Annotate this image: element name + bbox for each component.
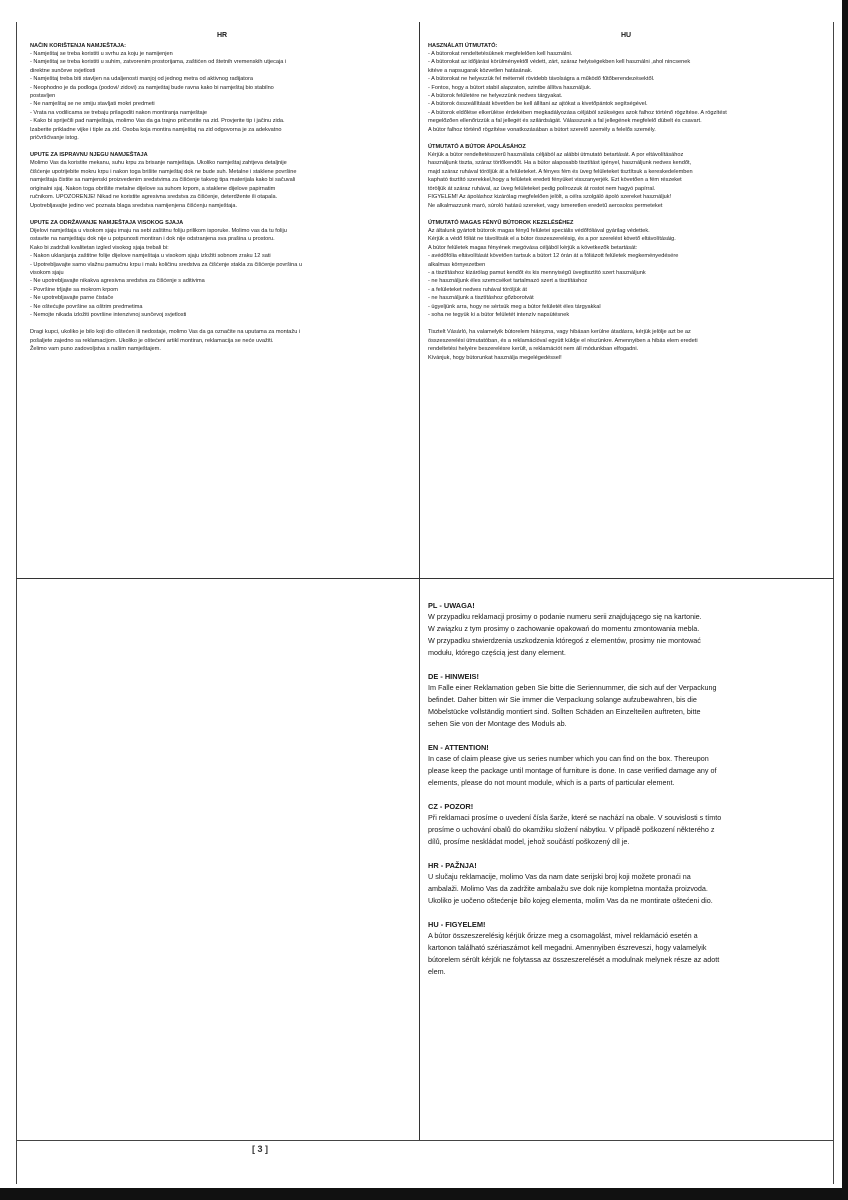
- note-section-title: DE - HINWEIS!: [428, 672, 479, 681]
- note-section-title: EN - ATTENTION!: [428, 743, 489, 752]
- hu-text-line: - Fontos, hogy a bútort stabil alapzaton, szintbe állítva használjuk.: [428, 84, 592, 91]
- hr-text-line: pošaljete zajedno sa reklamacijom. Ukoliko je oštećeni artikl montiran, reklamacija se neće uvažiti.: [30, 337, 274, 344]
- hr-text-line: - Nakon uklanjanja zaštitne folije dijelove namještaja u visokom sjaju izložiti sobnom zraku 12 sati: [30, 253, 271, 260]
- hr-instructions-column: [30, 32, 414, 572]
- hr-text-line: - Namještaj treba biti stavljen na udaljenosti manjoj od jednog metra od aktivnog radijatora: [30, 76, 253, 83]
- hu-text-line: - ügyeljünk arra, hogy ne sértsük meg a bútor felületét éles tárgyakkal: [428, 303, 601, 310]
- section-gap: [428, 659, 810, 671]
- hr-text-line: Upotrebljavajte jedino već poznata blaga sredstva namijenjena čišćenju namještaja.: [30, 202, 238, 209]
- section-gap: [428, 848, 810, 860]
- claim-notes-column: [428, 600, 810, 1132]
- hu-text-line: - A bútorokat ne helyezzük fel méternél rövidebb távolságra a működő fűtőberendezésektől.: [428, 76, 655, 83]
- hu-text-line: - A bútorok eldőlése elkerülése érdekében megkadályozása céljából szükséges azok falhoz történő rögzítése. A rögzítést: [428, 109, 727, 116]
- hu-text-line: FIGYELEM! Az ápoláshoz kizárólag megfelelően jelölt, a célra szolgáló ápoló szereket használjuk!: [428, 194, 672, 201]
- note-text-line: Im Falle einer Reklamation geben Sie bitte die Seriennummer, die sich auf der Verpackung: [428, 683, 717, 692]
- page-number: [ 3 ]: [251, 1144, 268, 1154]
- note-section-title: CZ - POZOR!: [428, 802, 474, 811]
- hr-text-line: Izaberite prikladne vijke i tiple za zid. Osoba koja montira namještaj na zid odgovorna je za adekvatno: [30, 126, 282, 133]
- note-text-line: W związku z tym prosimy o zachowanie opakowań do momentu zmontowania mebla.: [428, 624, 700, 633]
- hr-text-line: visokom sjaju: [30, 269, 64, 276]
- note-text-line: sehen Sie von der Montage des Moduls ab.: [428, 719, 567, 728]
- hr-section-title: NAČIN KORIŠTENJA NAMJEŠTAJA:: [30, 43, 127, 49]
- hr-text-line: namještaja čistite sa namjenski proizvedenim sredstvima za čišćenje takvog tipa materijala kako bi sačuvali: [30, 177, 296, 184]
- hr-text-line: Želimo vam puno zadovoljstva s našim namještajem.: [30, 346, 161, 353]
- hu-text-line: megelőzően ellenőrizzük a fal jellegét és szilárdságát. Válasszunk a fal jellegének megfelelő dübelt és csavart.: [428, 118, 702, 125]
- section-gap: [30, 142, 414, 151]
- hu-text-line: töröljük át száraz ruhával, az üveg felületeket pedig polírozzuk át rostot nem hagyó papírral.: [428, 185, 656, 192]
- hr-text-line: ručnikom. UPOZORENJE! Nikad ne koristite agresivna sredstva za čišćenje, deterdžente ili otapala.: [30, 194, 278, 201]
- footer-divider: [16, 1140, 834, 1141]
- hr-section-title: UPUTE ZA ISPRAVNU NJEGU NAMJEŠTAJA: [30, 152, 148, 159]
- section-gap: [30, 210, 414, 219]
- hu-text-line: - a felületeket nedves ruhával töröljük át: [428, 286, 527, 293]
- hu-section-title: ÚTMUTATÓ A BÚTOR ÁPOLÁSÁHOZ: [428, 144, 526, 151]
- hu-text-line: - A bútorok összeállítását követően be kell állítani az ajtókat a kivetőpántok segítségével.: [428, 101, 648, 108]
- hu-heading: HU: [620, 32, 632, 39]
- hr-text-line: Dragi kupci, ukoliko je bilo koji dio oštećen ili nedostaje, molimo Vas da ga označite na uputama za montažu i: [30, 329, 301, 336]
- hr-heading: HR: [216, 32, 228, 39]
- hu-text-line: - A bútorok felületére ne helyezzünk nedves tárgyakat.: [428, 93, 563, 100]
- note-text-line: In case of claim please give us series number which you can find on the box. Thereupon: [428, 754, 709, 763]
- section-gap: [428, 907, 810, 919]
- hr-text-line: - Kako bi spriječili pad namještaja, molimo Vas da ga trajno pričvrstite na zid. Provjerite tip i jačinu zida.: [30, 118, 285, 125]
- note-text-line: befindet. Daher bitten wir Sie immer die Verpackung solange aufzubewahren, bis die: [428, 695, 697, 704]
- section-gap: [428, 789, 810, 801]
- hu-text-line: összeszerelési útmutatóban, és a reklamációval együtt küldje el részünkre. Amennyiben a hibás elem eredeti: [428, 337, 698, 344]
- hr-text-line: direktne sunčeve svjetlosti: [30, 67, 96, 74]
- hr-text-line: Molimo Vas da koristite mekanu, suhu krpu za brisanje namještaja. Ukoliko namještaj zahtjeva detaljnije: [30, 160, 287, 167]
- hu-text-line: - a tisztításhoz kizárólag pamut kendőt és kis mennyiségű üvegtisztító szert használjunk: [428, 269, 646, 276]
- note-text-line: please keep the package until montage of furniture is done. In case verified damage any of: [428, 766, 717, 775]
- hu-text-line: Az általunk gyártott bútorok magas fényű felületei speciális védőfóliával gyárilag védettek.: [428, 227, 650, 234]
- hu-text-line: kitéve a napsugarak közvetlen hatásának.: [428, 67, 533, 74]
- note-text-line: elem.: [428, 967, 446, 976]
- hu-text-line: használjunk tiszta, száraz törlőkendőt. Ha a bútor alaposabb tisztítást igényel, használjunk nedves kendőt,: [428, 160, 692, 167]
- note-text-line: Při reklamaci prosíme o uvedení čísla šarže, které se nachází na obale. V souvislosti s tímto: [428, 813, 722, 822]
- hr-text-line: postavljen: [30, 93, 56, 100]
- hu-text-line: Kérjük a védő fóliát ne távolítsák el a bútor összeszerelésig, és a por szerelést követő eltávolításáig.: [428, 236, 676, 243]
- hr-section-title: UPUTE ZA ODRŽAVANJE NAMJEŠTAJA VISOKOG SJAJA: [30, 219, 184, 226]
- hu-text-line: Kérjük a bútor rendeltetésszerű használata céljából az alábbi útmutató betartását. A por eltávolításához: [428, 152, 684, 159]
- note-section-title: HR - PAŽNJA!: [428, 861, 477, 870]
- section-gap: [428, 730, 810, 742]
- note-text-line: prosíme o uchování obalů do okamžiku složení nábytku. V případě poškození některého z: [428, 825, 715, 834]
- scan-edge-bottom: [0, 1188, 848, 1200]
- hr-text-line: - Upotrebljavajte samo vlažnu pamučnu krpu i malu količinu sredstva za čišćenje stakla za čišćenje površina u: [30, 261, 303, 268]
- hu-section-title: ÚTMUTATÓ MAGAS FÉNYŰ BÚTOROK KEZELÉSÉHEZ: [428, 219, 574, 226]
- hr-text-line: - Namještaj se treba koristiti u svrhu za koju je namijenjen: [30, 51, 173, 57]
- hu-text-line: - avédőfólia eltávolítását követően tartsuk a bútort 12 órán át a fóliázott felületek megkeményedésére: [428, 253, 679, 260]
- hu-text-line: alkalmas környezetben: [428, 261, 486, 268]
- section-gap: [428, 134, 824, 143]
- note-text-line: dílů, prosíme neskládat model, jehož součástí poškozený díl je.: [428, 837, 630, 846]
- hr-text-line: - Ne upotrebljavajte nikakva agresivna sredstva za čišćenje s aditivima: [30, 278, 205, 285]
- hr-text-line: čišćenje upotrijebite mokru krpu i nakon toga brišite namještaj dok ne bude suh. Metalne i staklene površine: [30, 168, 297, 175]
- hu-text-line: - soha ne tegyük ki a bútor felületét intenzív napsütésnek: [428, 311, 570, 318]
- column-divider: [419, 22, 420, 1140]
- note-section-title: HU - FIGYELEM!: [428, 920, 486, 929]
- hr-text-line: - Nemojte nikada izložiti površine intenzivnoj sunčevoj svjetlosti: [30, 311, 187, 318]
- note-text-line: bútorelem sérült kérjük ne folytassa az összeszerelését a modulnak melynek része az adott: [428, 955, 720, 964]
- hu-text-line: - A bútorokat az időjárási körülményektől védett, zárt, száraz helyiségekben kell használni ,ahol nincsenek: [428, 59, 691, 66]
- hr-text-line: - Namještaj se treba koristiti u suhim, zatvorenim prostorijama, zaštićen od štetnih vremenskih utjecaja i: [30, 59, 287, 66]
- note-text-line: Möbelstücke vollständig montiert sind. Sollten Schäden an Einzelteilen auftreten, bitte: [428, 707, 701, 716]
- note-text-line: W przypadku reklamacji prosimy o podanie numeru serii znajdującego się na kartonie.: [428, 612, 702, 621]
- hu-text-line: A bútor falhoz történő rögzítése vonatkozásában a bútort szerelő személy a felelős személy.: [428, 126, 656, 133]
- note-text-line: elements, please do not mount module, which is a parts of particular element.: [428, 778, 675, 787]
- hu-instructions-column: [428, 32, 824, 572]
- hr-text-line: - Ne upotrebljavajte parne čistače: [30, 295, 114, 302]
- hu-text-line: Tisztelt Vásárló, ha valamelyik bútorelem hiányzna, vagy hibásan kerülne átadásra, kérjük jelölje azt be az: [428, 329, 691, 336]
- note-text-line: modułu, którego częścią jest dany element.: [428, 648, 566, 657]
- hu-text-line: kapható tisztító szerekkel,hogy a felületek eredeti fényüket visszanyerjék. Ezt követően a fém részeket: [428, 177, 682, 184]
- hu-text-line: A bútor felületek magas fényének megóvása céljából kérjük a következők betartását:: [428, 244, 638, 251]
- note-text-line: ambalaži. Molimo Vas da zadržite ambalažu sve dok nije kompletna montaža proizvoda.: [428, 884, 708, 893]
- hr-text-line: - Ne oštećujte površine sa oštrim predmetima: [30, 303, 143, 310]
- row-divider: [16, 578, 834, 579]
- hu-text-line: - ne használjunk a tisztításhoz gőzborotvát: [428, 295, 534, 302]
- note-text-line: Ukoliko je uočeno oštećenje bilo kojeg elementa, molim Vas da ne montirate oštećeni dio.: [428, 896, 713, 905]
- hr-text-line: - Površine trljajte sa mokrom krpom: [30, 286, 118, 293]
- hu-text-line: rendeltetési helyére beszerelésre került, a reklamációt nem áll módunkban elfogadni.: [428, 346, 639, 353]
- hr-text-line: - Ne namještaj se ne smiju stavljati mokri predmeti: [30, 101, 155, 108]
- hu-text-line: majd száraz ruhával töröljük át a felületeket. A fényes fém és üveg felületeket tisztítsuk a kereskedelemben: [428, 168, 693, 175]
- note-text-line: kartonon található szériaszámot kell megadni. Amennyiben észreveszi, hogy valamelyik: [428, 943, 707, 952]
- hu-text-line: Kívánjuk, hogy bútorunkat használja megelégedéssel!: [428, 354, 562, 361]
- scan-edge-right: [842, 0, 848, 1188]
- hr-text-line: originalni sjaj. Nakon toga obrišite metalne dijelove sa suhom krpom, a staklene dijelove papirnatim: [30, 185, 276, 192]
- note-text-line: W przypadku stwierdzenia uszkodzenia któregoś z elementów, prosimy nie montować: [428, 636, 701, 645]
- section-gap: [428, 319, 824, 328]
- hr-text-line: Dijelovi namještaja u visokom sjaju imaju na sebi zaštitnu foliju prilikom isporuke. Molimo vas da tu foliju: [30, 227, 287, 234]
- note-section-title: PL - UWAGA!: [428, 601, 475, 610]
- note-text-line: A bútor összeszerelésig kérjük őrizze meg a csomagolást, mivel reklamáció esetén a: [428, 931, 698, 940]
- hu-text-line: - ne használjunk éles szemcséket tartalmazó szert a tisztításhoz: [428, 278, 588, 285]
- hu-text-line: - A bútorokat rendeltetésüknek megfelelően kell használni.: [428, 51, 573, 57]
- note-text-line: U slučaju reklamacije, molimo Vas da nam date serijski broj koji možete pronaći na: [428, 872, 691, 881]
- hr-text-line: pričvršćivanje istog.: [30, 135, 79, 142]
- section-gap: [30, 319, 414, 328]
- hr-text-line: ostavite na namještaju dok nije u potpunosti montiran i dok nije odstranjena sva prašina u prostoru.: [30, 236, 275, 243]
- hr-text-line: - Neophodno je da podloga (podovi/ zidovi) za namještaj bude ravna kako bi namještaj bio stabilno: [30, 84, 274, 91]
- hr-text-line: Kako bi zadržali kvalitetan izgled visokog sjaja trebali bi:: [30, 244, 169, 251]
- hu-text-line: Ne alkalmazzunk maró, súroló hatású szereket, vagy ismeretlen eredetű aerosolos permeteket: [428, 202, 663, 209]
- hr-text-line: - Vrata na vodilicama se trebaju prilagoditi nakon montiranja namještaje: [30, 109, 208, 116]
- hu-section-title: HASZNÁLATI ÚTMUTATÓ:: [428, 43, 498, 49]
- section-gap: [428, 210, 824, 219]
